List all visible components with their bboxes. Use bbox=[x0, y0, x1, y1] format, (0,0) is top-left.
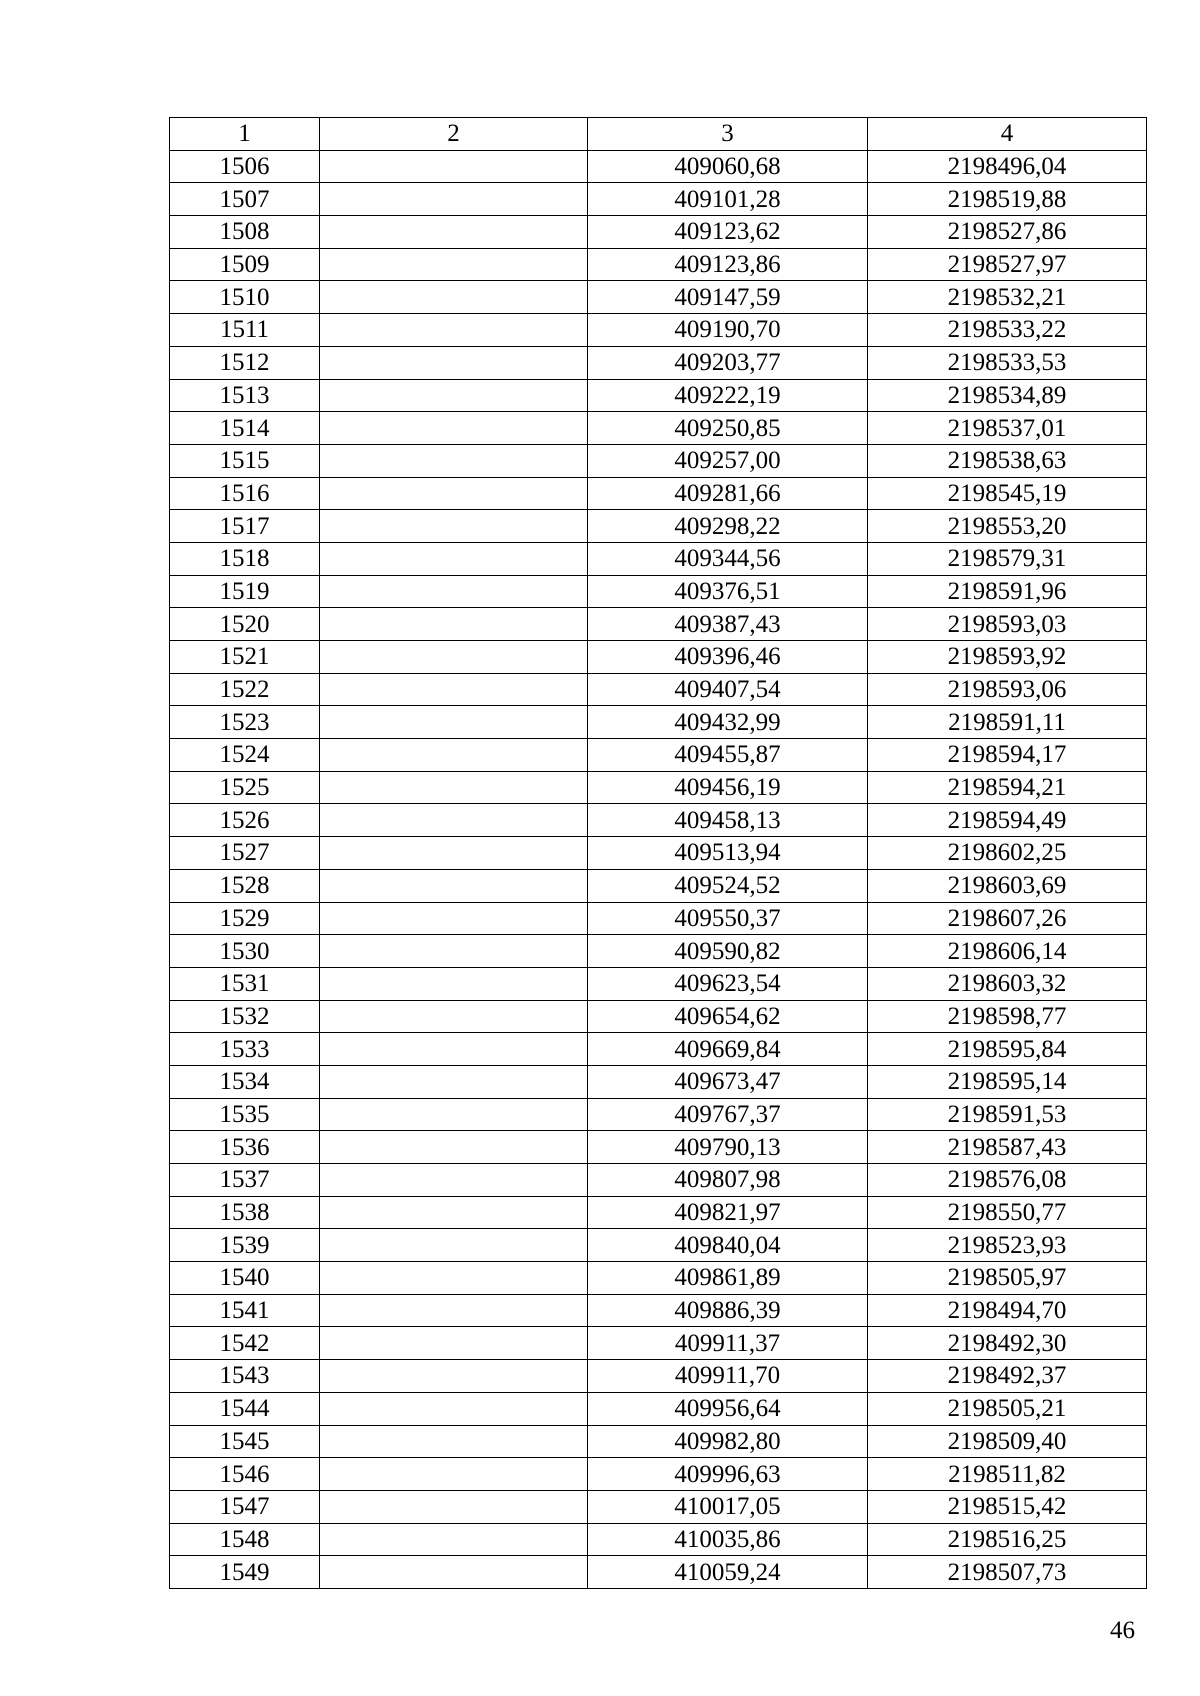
column-header-1: 1 bbox=[170, 118, 320, 151]
empty-cell bbox=[320, 1098, 588, 1131]
table-row bbox=[170, 1294, 1147, 1327]
y-coordinate-cell: 2198591,11 bbox=[868, 706, 1147, 739]
table-row bbox=[170, 412, 1147, 445]
table-row bbox=[170, 935, 1147, 968]
table-row bbox=[170, 902, 1147, 935]
empty-cell bbox=[320, 967, 588, 1000]
point-number-cell: 1514 bbox=[170, 412, 320, 445]
empty-cell bbox=[320, 1065, 588, 1098]
x-coordinate-cell: 409996,63 bbox=[588, 1458, 868, 1491]
point-number-cell: 1528 bbox=[170, 869, 320, 902]
point-number-cell: 1530 bbox=[170, 935, 320, 968]
point-number-cell: 1538 bbox=[170, 1196, 320, 1229]
x-coordinate-cell: 409790,13 bbox=[588, 1131, 868, 1164]
x-coordinate-cell: 409344,56 bbox=[588, 542, 868, 575]
coordinates-table bbox=[169, 117, 1147, 1589]
table-row bbox=[170, 771, 1147, 804]
point-number-cell: 1541 bbox=[170, 1294, 320, 1327]
x-coordinate-cell: 409550,37 bbox=[588, 902, 868, 935]
x-coordinate-cell: 409911,70 bbox=[588, 1360, 868, 1393]
point-number-cell: 1521 bbox=[170, 641, 320, 674]
table-row bbox=[170, 1490, 1147, 1523]
y-coordinate-cell: 2198519,88 bbox=[868, 183, 1147, 216]
table-header-row bbox=[170, 118, 1147, 151]
table-row bbox=[170, 510, 1147, 543]
x-coordinate-cell: 409861,89 bbox=[588, 1262, 868, 1295]
empty-cell bbox=[320, 1229, 588, 1262]
x-coordinate-cell: 409190,70 bbox=[588, 314, 868, 347]
y-coordinate-cell: 2198505,21 bbox=[868, 1392, 1147, 1425]
point-number-cell: 1520 bbox=[170, 608, 320, 641]
point-number-cell: 1531 bbox=[170, 967, 320, 1000]
table-row bbox=[170, 1065, 1147, 1098]
point-number-cell: 1532 bbox=[170, 1000, 320, 1033]
table-row bbox=[170, 869, 1147, 902]
y-coordinate-cell: 2198509,40 bbox=[868, 1425, 1147, 1458]
table-row bbox=[170, 575, 1147, 608]
column-header-4: 4 bbox=[868, 118, 1147, 151]
empty-cell bbox=[320, 477, 588, 510]
column-header-2: 2 bbox=[320, 118, 588, 151]
x-coordinate-cell: 409524,52 bbox=[588, 869, 868, 902]
y-coordinate-cell: 2198492,37 bbox=[868, 1360, 1147, 1393]
empty-cell bbox=[320, 183, 588, 216]
empty-cell bbox=[320, 771, 588, 804]
x-coordinate-cell: 409123,86 bbox=[588, 248, 868, 281]
y-coordinate-cell: 2198507,73 bbox=[868, 1556, 1147, 1589]
point-number-cell: 1535 bbox=[170, 1098, 320, 1131]
point-number-cell: 1546 bbox=[170, 1458, 320, 1491]
point-number-cell: 1537 bbox=[170, 1164, 320, 1197]
empty-cell bbox=[320, 1523, 588, 1556]
empty-cell bbox=[320, 1490, 588, 1523]
empty-cell bbox=[320, 1458, 588, 1491]
point-number-cell: 1542 bbox=[170, 1327, 320, 1360]
y-coordinate-cell: 2198505,97 bbox=[868, 1262, 1147, 1295]
table-row bbox=[170, 346, 1147, 379]
y-coordinate-cell: 2198594,49 bbox=[868, 804, 1147, 837]
point-number-cell: 1523 bbox=[170, 706, 320, 739]
empty-cell bbox=[320, 641, 588, 674]
empty-cell bbox=[320, 935, 588, 968]
y-coordinate-cell: 2198527,97 bbox=[868, 248, 1147, 281]
table-row bbox=[170, 1262, 1147, 1295]
empty-cell bbox=[320, 379, 588, 412]
table-row bbox=[170, 1196, 1147, 1229]
table-row bbox=[170, 542, 1147, 575]
point-number-cell: 1529 bbox=[170, 902, 320, 935]
empty-cell bbox=[320, 706, 588, 739]
point-number-cell: 1539 bbox=[170, 1229, 320, 1262]
table-row bbox=[170, 1000, 1147, 1033]
y-coordinate-cell: 2198595,84 bbox=[868, 1033, 1147, 1066]
point-number-cell: 1525 bbox=[170, 771, 320, 804]
table-row bbox=[170, 673, 1147, 706]
x-coordinate-cell: 409298,22 bbox=[588, 510, 868, 543]
point-number-cell: 1509 bbox=[170, 248, 320, 281]
y-coordinate-cell: 2198496,04 bbox=[868, 150, 1147, 183]
y-coordinate-cell: 2198492,30 bbox=[868, 1327, 1147, 1360]
x-coordinate-cell: 410017,05 bbox=[588, 1490, 868, 1523]
x-coordinate-cell: 410059,24 bbox=[588, 1556, 868, 1589]
table-row bbox=[170, 1229, 1147, 1262]
empty-cell bbox=[320, 216, 588, 249]
empty-cell bbox=[320, 575, 588, 608]
y-coordinate-cell: 2198607,26 bbox=[868, 902, 1147, 935]
y-coordinate-cell: 2198602,25 bbox=[868, 837, 1147, 870]
empty-cell bbox=[320, 1556, 588, 1589]
empty-cell bbox=[320, 1196, 588, 1229]
point-number-cell: 1513 bbox=[170, 379, 320, 412]
point-number-cell: 1548 bbox=[170, 1523, 320, 1556]
x-coordinate-cell: 409911,37 bbox=[588, 1327, 868, 1360]
empty-cell bbox=[320, 902, 588, 935]
y-coordinate-cell: 2198591,96 bbox=[868, 575, 1147, 608]
table-row bbox=[170, 281, 1147, 314]
table-row bbox=[170, 1327, 1147, 1360]
table-row bbox=[170, 216, 1147, 249]
x-coordinate-cell: 409982,80 bbox=[588, 1425, 868, 1458]
table-row bbox=[170, 1392, 1147, 1425]
table-row bbox=[170, 1523, 1147, 1556]
x-coordinate-cell: 409455,87 bbox=[588, 739, 868, 772]
y-coordinate-cell: 2198603,69 bbox=[868, 869, 1147, 902]
x-coordinate-cell: 409458,13 bbox=[588, 804, 868, 837]
empty-cell bbox=[320, 346, 588, 379]
table-row bbox=[170, 444, 1147, 477]
y-coordinate-cell: 2198532,21 bbox=[868, 281, 1147, 314]
x-coordinate-cell: 409396,46 bbox=[588, 641, 868, 674]
point-number-cell: 1534 bbox=[170, 1065, 320, 1098]
empty-cell bbox=[320, 1360, 588, 1393]
y-coordinate-cell: 2198606,14 bbox=[868, 935, 1147, 968]
table-row bbox=[170, 183, 1147, 216]
y-coordinate-cell: 2198593,06 bbox=[868, 673, 1147, 706]
point-number-cell: 1545 bbox=[170, 1425, 320, 1458]
x-coordinate-cell: 409281,66 bbox=[588, 477, 868, 510]
y-coordinate-cell: 2198494,70 bbox=[868, 1294, 1147, 1327]
empty-cell bbox=[320, 1131, 588, 1164]
x-coordinate-cell: 409060,68 bbox=[588, 150, 868, 183]
y-coordinate-cell: 2198594,17 bbox=[868, 739, 1147, 772]
table-row bbox=[170, 1164, 1147, 1197]
table-row bbox=[170, 608, 1147, 641]
empty-cell bbox=[320, 837, 588, 870]
table-row bbox=[170, 641, 1147, 674]
y-coordinate-cell: 2198523,93 bbox=[868, 1229, 1147, 1262]
y-coordinate-cell: 2198527,86 bbox=[868, 216, 1147, 249]
x-coordinate-cell: 409513,94 bbox=[588, 837, 868, 870]
empty-cell bbox=[320, 1164, 588, 1197]
empty-cell bbox=[320, 1392, 588, 1425]
table-row bbox=[170, 804, 1147, 837]
empty-cell bbox=[320, 314, 588, 347]
x-coordinate-cell: 409623,54 bbox=[588, 967, 868, 1000]
point-number-cell: 1510 bbox=[170, 281, 320, 314]
y-coordinate-cell: 2198515,42 bbox=[868, 1490, 1147, 1523]
table-row bbox=[170, 1098, 1147, 1131]
point-number-cell: 1527 bbox=[170, 837, 320, 870]
point-number-cell: 1519 bbox=[170, 575, 320, 608]
x-coordinate-cell: 409886,39 bbox=[588, 1294, 868, 1327]
y-coordinate-cell: 2198545,19 bbox=[868, 477, 1147, 510]
point-number-cell: 1533 bbox=[170, 1033, 320, 1066]
table-row bbox=[170, 1458, 1147, 1491]
point-number-cell: 1549 bbox=[170, 1556, 320, 1589]
point-number-cell: 1508 bbox=[170, 216, 320, 249]
empty-cell bbox=[320, 739, 588, 772]
empty-cell bbox=[320, 510, 588, 543]
point-number-cell: 1516 bbox=[170, 477, 320, 510]
x-coordinate-cell: 409673,47 bbox=[588, 1065, 868, 1098]
y-coordinate-cell: 2198587,43 bbox=[868, 1131, 1147, 1164]
table-row bbox=[170, 1131, 1147, 1164]
empty-cell bbox=[320, 1294, 588, 1327]
point-number-cell: 1540 bbox=[170, 1262, 320, 1295]
point-number-cell: 1544 bbox=[170, 1392, 320, 1425]
x-coordinate-cell: 409456,19 bbox=[588, 771, 868, 804]
table-body bbox=[170, 150, 1147, 1588]
y-coordinate-cell: 2198598,77 bbox=[868, 1000, 1147, 1033]
y-coordinate-cell: 2198603,32 bbox=[868, 967, 1147, 1000]
y-coordinate-cell: 2198511,82 bbox=[868, 1458, 1147, 1491]
x-coordinate-cell: 409821,97 bbox=[588, 1196, 868, 1229]
empty-cell bbox=[320, 673, 588, 706]
point-number-cell: 1507 bbox=[170, 183, 320, 216]
y-coordinate-cell: 2198593,03 bbox=[868, 608, 1147, 641]
x-coordinate-cell: 410035,86 bbox=[588, 1523, 868, 1556]
x-coordinate-cell: 409654,62 bbox=[588, 1000, 868, 1033]
empty-cell bbox=[320, 1262, 588, 1295]
point-number-cell: 1517 bbox=[170, 510, 320, 543]
x-coordinate-cell: 409376,51 bbox=[588, 575, 868, 608]
empty-cell bbox=[320, 608, 588, 641]
y-coordinate-cell: 2198537,01 bbox=[868, 412, 1147, 445]
empty-cell bbox=[320, 1327, 588, 1360]
point-number-cell: 1524 bbox=[170, 739, 320, 772]
empty-cell bbox=[320, 1425, 588, 1458]
y-coordinate-cell: 2198538,63 bbox=[868, 444, 1147, 477]
y-coordinate-cell: 2198533,22 bbox=[868, 314, 1147, 347]
y-coordinate-cell: 2198594,21 bbox=[868, 771, 1147, 804]
table-row bbox=[170, 150, 1147, 183]
coordinates-table-container bbox=[169, 117, 1146, 1589]
table-row bbox=[170, 706, 1147, 739]
point-number-cell: 1512 bbox=[170, 346, 320, 379]
table-row bbox=[170, 314, 1147, 347]
table-row bbox=[170, 248, 1147, 281]
y-coordinate-cell: 2198516,25 bbox=[868, 1523, 1147, 1556]
x-coordinate-cell: 409387,43 bbox=[588, 608, 868, 641]
x-coordinate-cell: 409222,19 bbox=[588, 379, 868, 412]
point-number-cell: 1518 bbox=[170, 542, 320, 575]
x-coordinate-cell: 409203,77 bbox=[588, 346, 868, 379]
x-coordinate-cell: 409807,98 bbox=[588, 1164, 868, 1197]
x-coordinate-cell: 409147,59 bbox=[588, 281, 868, 314]
point-number-cell: 1522 bbox=[170, 673, 320, 706]
empty-cell bbox=[320, 412, 588, 445]
empty-cell bbox=[320, 248, 588, 281]
point-number-cell: 1515 bbox=[170, 444, 320, 477]
y-coordinate-cell: 2198576,08 bbox=[868, 1164, 1147, 1197]
y-coordinate-cell: 2198550,77 bbox=[868, 1196, 1147, 1229]
empty-cell bbox=[320, 281, 588, 314]
point-number-cell: 1526 bbox=[170, 804, 320, 837]
point-number-cell: 1511 bbox=[170, 314, 320, 347]
x-coordinate-cell: 409590,82 bbox=[588, 935, 868, 968]
empty-cell bbox=[320, 1000, 588, 1033]
y-coordinate-cell: 2198595,14 bbox=[868, 1065, 1147, 1098]
x-coordinate-cell: 409840,04 bbox=[588, 1229, 868, 1262]
y-coordinate-cell: 2198534,89 bbox=[868, 379, 1147, 412]
x-coordinate-cell: 409432,99 bbox=[588, 706, 868, 739]
empty-cell bbox=[320, 1033, 588, 1066]
empty-cell bbox=[320, 150, 588, 183]
table-row bbox=[170, 837, 1147, 870]
empty-cell bbox=[320, 542, 588, 575]
table-row bbox=[170, 1425, 1147, 1458]
y-coordinate-cell: 2198579,31 bbox=[868, 542, 1147, 575]
point-number-cell: 1547 bbox=[170, 1490, 320, 1523]
y-coordinate-cell: 2198533,53 bbox=[868, 346, 1147, 379]
x-coordinate-cell: 409101,28 bbox=[588, 183, 868, 216]
y-coordinate-cell: 2198591,53 bbox=[868, 1098, 1147, 1131]
point-number-cell: 1543 bbox=[170, 1360, 320, 1393]
x-coordinate-cell: 409669,84 bbox=[588, 1033, 868, 1066]
table-row bbox=[170, 477, 1147, 510]
table-row bbox=[170, 739, 1147, 772]
x-coordinate-cell: 409956,64 bbox=[588, 1392, 868, 1425]
empty-cell bbox=[320, 869, 588, 902]
empty-cell bbox=[320, 444, 588, 477]
page-number: 46 bbox=[1110, 1617, 1135, 1644]
y-coordinate-cell: 2198593,92 bbox=[868, 641, 1147, 674]
table-row bbox=[170, 1556, 1147, 1589]
x-coordinate-cell: 409767,37 bbox=[588, 1098, 868, 1131]
point-number-cell: 1536 bbox=[170, 1131, 320, 1164]
column-header-3: 3 bbox=[588, 118, 868, 151]
x-coordinate-cell: 409250,85 bbox=[588, 412, 868, 445]
table-row bbox=[170, 1360, 1147, 1393]
x-coordinate-cell: 409407,54 bbox=[588, 673, 868, 706]
table-row bbox=[170, 379, 1147, 412]
x-coordinate-cell: 409123,62 bbox=[588, 216, 868, 249]
table-row bbox=[170, 1033, 1147, 1066]
empty-cell bbox=[320, 804, 588, 837]
x-coordinate-cell: 409257,00 bbox=[588, 444, 868, 477]
y-coordinate-cell: 2198553,20 bbox=[868, 510, 1147, 543]
point-number-cell: 1506 bbox=[170, 150, 320, 183]
table-row bbox=[170, 967, 1147, 1000]
